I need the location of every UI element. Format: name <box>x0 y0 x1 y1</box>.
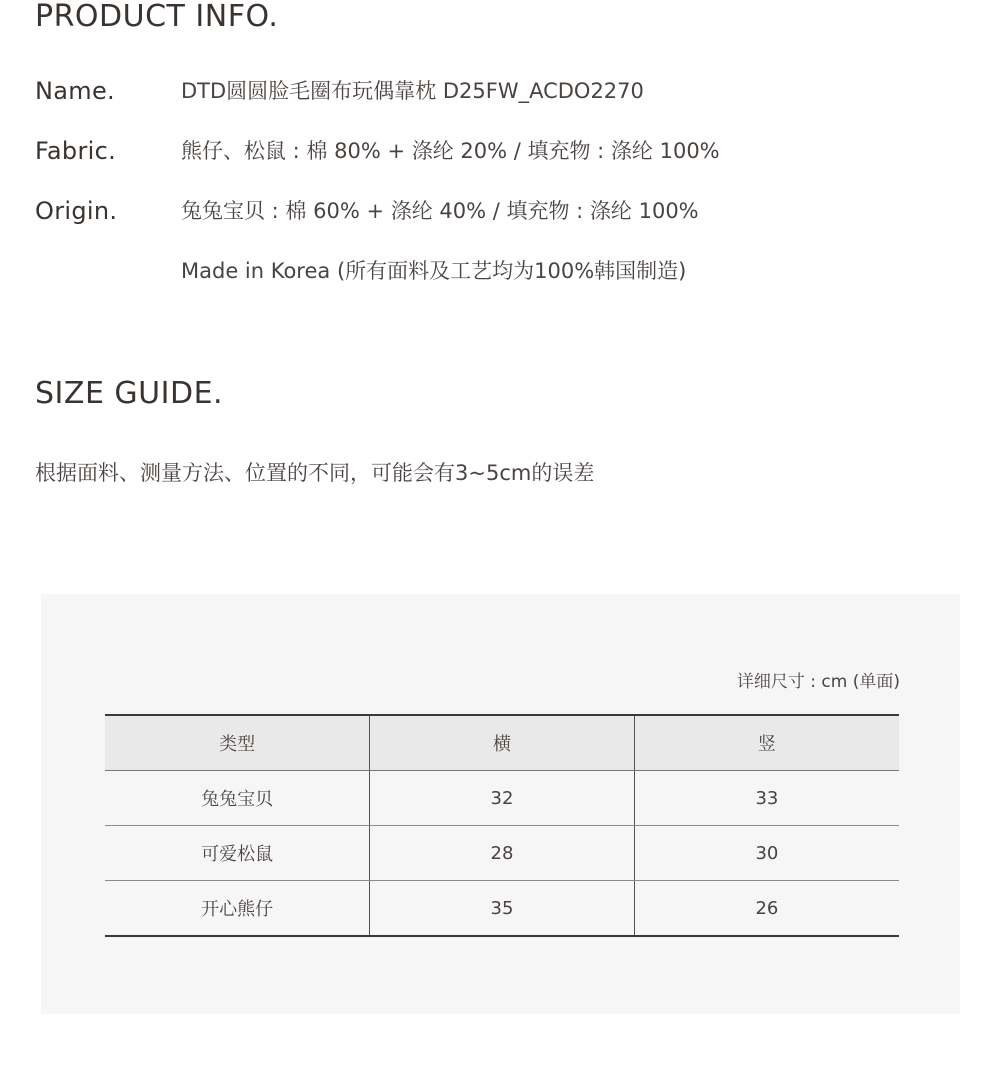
cell-width: 28 <box>370 826 635 881</box>
info-label-origin: Origin. <box>35 197 118 225</box>
info-value-origin: 兔兔宝贝 : 棉 60% + 涤纶 40% / 填充物 : 涤纶 100% <box>181 199 699 223</box>
header-width: 横 <box>370 715 635 771</box>
cell-width: 32 <box>370 771 635 826</box>
table-row <box>105 881 899 937</box>
size-table <box>105 714 899 937</box>
info-value-made-in: Made in Korea (所有面料及工艺均为100%韩国制造) <box>181 259 687 283</box>
cell-height: 26 <box>634 881 899 937</box>
info-value-name: DTD圆圆脸毛圈布玩偶靠枕 D25FW_ACDO2270 <box>181 79 644 103</box>
info-row-fabric <box>35 133 975 169</box>
info-row-origin <box>35 193 975 229</box>
cell-height: 33 <box>634 771 899 826</box>
info-row-made-in <box>35 253 975 289</box>
header-height: 竖 <box>634 715 899 771</box>
size-guide-title: SIZE GUIDE. <box>35 376 224 411</box>
cell-type: 兔兔宝贝 <box>105 771 370 826</box>
unit-note: 详细尺寸 : cm (单面) <box>736 672 900 692</box>
size-tolerance-note: 根据面料、测量方法、位置的不同，可能会有3~5cm的误差 <box>35 461 595 485</box>
header-type: 类型 <box>105 715 370 771</box>
cell-width: 35 <box>370 881 635 937</box>
info-value-fabric: 熊仔、松鼠 : 棉 80% + 涤纶 20% / 填充物 : 涤纶 100% <box>181 139 720 163</box>
info-row-name <box>35 73 975 109</box>
cell-type: 开心熊仔 <box>105 881 370 937</box>
product-info-title: PRODUCT INFO. <box>35 0 279 34</box>
cell-type: 可爱松鼠 <box>105 826 370 881</box>
info-label-name: Name. <box>35 77 115 105</box>
info-label-fabric: Fabric. <box>35 137 117 165</box>
table-row <box>105 771 899 826</box>
table-row <box>105 826 899 881</box>
cell-height: 30 <box>634 826 899 881</box>
size-table-header-row <box>105 715 899 771</box>
size-panel <box>41 594 960 1014</box>
